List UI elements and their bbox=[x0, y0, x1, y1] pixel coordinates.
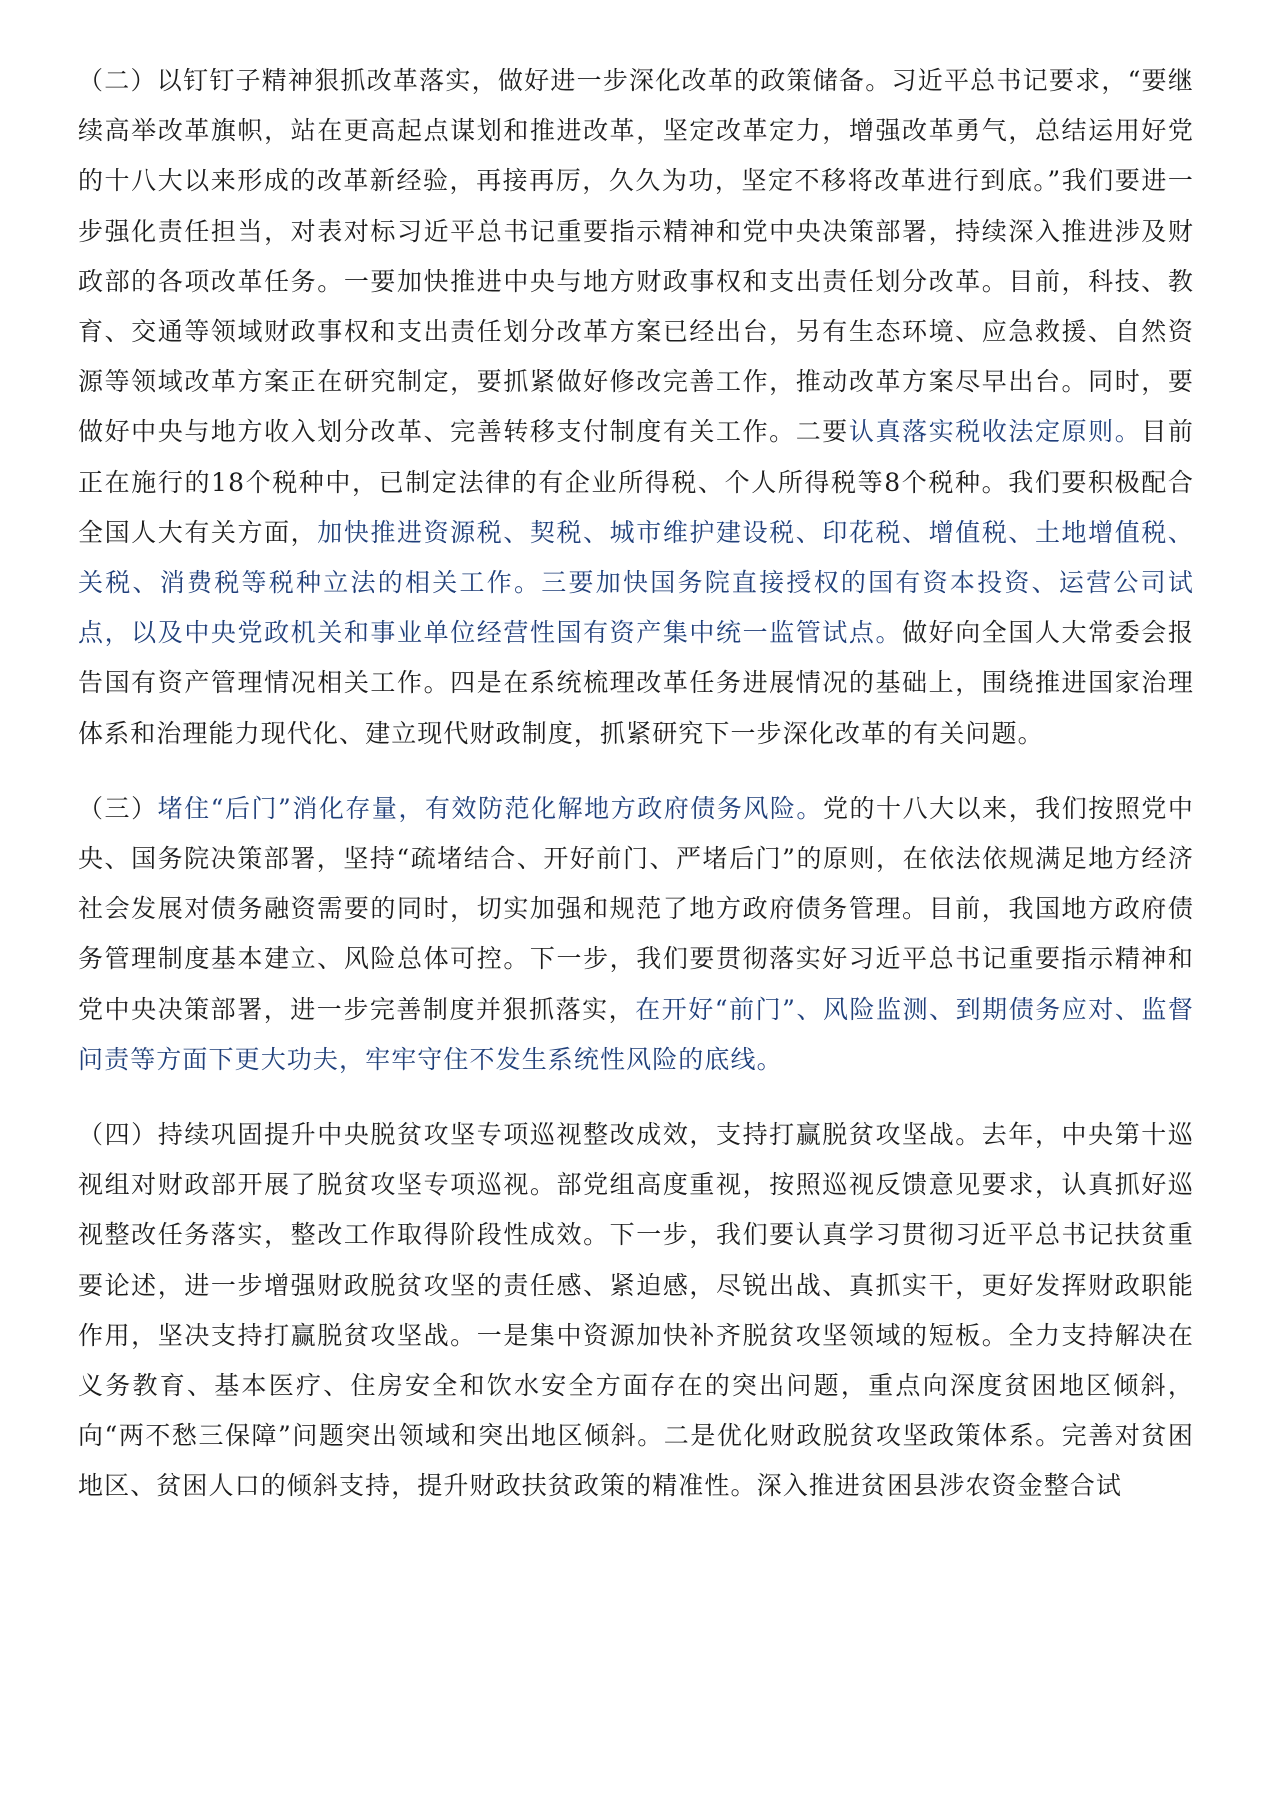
text-segment: （三） bbox=[78, 793, 158, 823]
paragraph-local-debt-risk bbox=[78, 784, 1194, 1085]
text-segment: （四）持续巩固提升中央脱贫攻坚专项巡视整改成效，支持打赢脱贫攻坚战。去年，中央第十巡视组对财政部开展了脱贫攻坚专项巡视。部党组高度重视，按照巡视反馈意见要求，认真抓好巡视整改任务落实，整改工作取得阶段性成效。下一步，我们要认真学习贯彻习近平总书记扶贫重要论述，进一步增强财政脱贫攻坚的责任感、紧迫感，尽锐出战、真抓实干，更好发挥财政职能作用，坚决支持打赢脱贫攻坚战。一是集中资源加快补齐脱贫攻坚领域的短板。全力支持解决在义务教育、基本医疗、住房安全和饮水安全方面存在的突出问题，重点向深度贫困地区倾斜，向“两不愁三保障”问题突出领域和突出地区倾斜。二是优化财政脱贫攻坚政策体系。完善对贫困地区、贫困人口的倾斜支持，提升财政扶贫政策的精准性。深入推进贫困县涉农资金整合试 bbox=[78, 1120, 1194, 1501]
highlighted-text-segment: 认真落实税收法定原则。 bbox=[848, 417, 1142, 447]
text-segment: 做好向全国人大常委会报告国有资产管理情况相关工作。四是在系统梳理改革任务进展情况的基础上，围绕推进国家治理体系和治理能力现代化、建立现代财政制度，抓紧研究下一步深化改革的有关问题。 bbox=[78, 618, 1194, 748]
paragraph-poverty-alleviation bbox=[78, 1110, 1194, 1512]
text-segment: （二）以钉钉子精神狠抓改革落实，做好进一步深化改革的政策储备。习近平总书记要求，“要继续高举改革旗帜，站在更高起点谋划和推进改革，坚定改革定力，增强改革勇气，总结运用好党的十八大以来形成的改革新经验，再接再厉，久久为功，坚定不移将改革进行到底。”我们要进一步强化责任担当，对表对标习近平总书记重要指示精神和党中央决策部署，持续深入推进涉及财政部的各项改革任务。一要加快推进中央与地方财政事权和支出责任划分改革。目前，科技、教育、交通等领域财政事权和支出责任划分改革方案已经出台，另有生态环境、应急救援、自然资源等领域改革方案正在研究制定，要抓紧做好修改完善工作，推动改革方案尽早出台。同时，要做好中央与地方收入划分改革、完善转移支付制度有关工作。二要 bbox=[78, 66, 1194, 447]
highlighted-text-segment: 加快推进资源税、契税、城市维护建设税、印花税、增值税、土地增值税、关税、消费税等税种立法的相关工作。三要加快国务院直接授权的国有资本投资、运营公司试点，以及中央党政机关和事业单位经营性国有资产集中统一监管试点。 bbox=[78, 517, 1194, 648]
paragraph-reform-implementation bbox=[78, 56, 1194, 759]
text-segment: 目前正在施行的18个税种中，已制定法律的有企业所得税、个人所得税等8个税种。我们要积极配合全国人大有关方面， bbox=[78, 417, 1195, 547]
highlighted-text-segment: 堵住“后门”消化存量，有效防范化解地方政府债务风险。 bbox=[157, 793, 823, 823]
highlighted-text-segment: 在开好“前门”、风险监测、到期债务应对、监督问责等方面下更大功夫，牢牢守住不发生系统性风险的底线。 bbox=[78, 994, 1194, 1074]
text-segment: 党的十八大以来，我们按照党中央、国务院决策部署，坚持“疏堵结合、开好前门、严堵后门”的原则，在依法依规满足地方经济社会发展对债务融资需要的同时，切实加强和规范了地方政府债务管理。目前，我国地方政府债务管理制度基本建立、风险总体可控。下一步，我们要贯彻落实好习近平总书记重要指示精神和党中央决策部署，进一步完善制度并狠抓落实， bbox=[78, 793, 1194, 1024]
